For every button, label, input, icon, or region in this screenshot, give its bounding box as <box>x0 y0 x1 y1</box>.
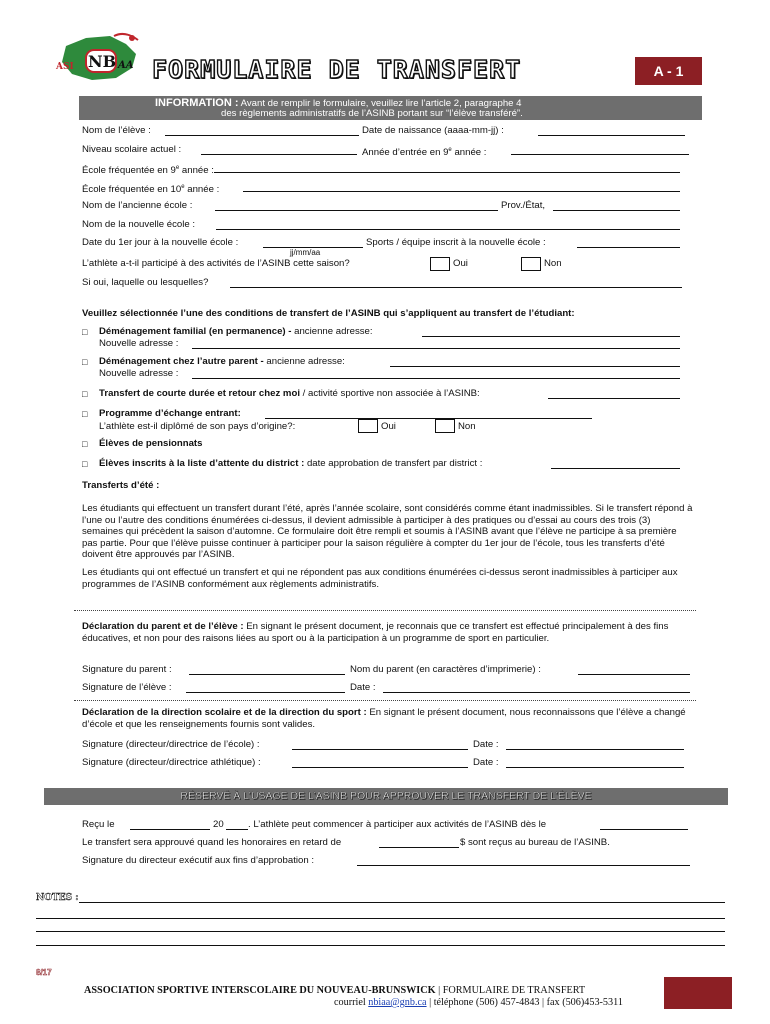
ete-paragraph-2: Les étudiants qui ont effectué un transfert et qui ne répondent pas aux conditions énumérées ci-dessus seront inadmissibles à participer aux programmes de l’ASINB conformément aux règlements administratifs. <box>82 567 678 590</box>
checkbox-condition-pensionnats[interactable]: □ <box>82 439 88 449</box>
label-date-naissance: Date de naissance (aaaa-mm-jj) : <box>362 125 504 136</box>
footer-form: FORMULAIRE DE TRANSFERT <box>442 985 586 996</box>
condition-courte-duree: Transfert de courte durée et retour chez moi / activité sportive non associée à l’ASINB: <box>99 388 480 399</box>
notes-line-1[interactable] <box>79 902 725 903</box>
label-date-directeur-ecole: Date : <box>473 739 499 750</box>
logo <box>52 32 144 86</box>
label-sports-equipe: Sports / équipe inscrit à la nouvelle école : <box>366 237 546 248</box>
condition-autre-parent: Déménagement chez l’autre parent - ancienne adresse: <box>99 356 345 367</box>
checkbox-participe-non[interactable] <box>521 257 541 271</box>
input-honoraires-montant[interactable] <box>379 847 459 848</box>
checkbox-condition-demenagement-familial[interactable]: □ <box>82 327 88 337</box>
logo-right-text: AA <box>118 60 134 71</box>
label-c2-nouvelle-adresse: Nouvelle adresse : <box>99 368 179 379</box>
checkbox-c4-oui[interactable] <box>358 419 378 433</box>
footer-contact: courriel nbiaa@gnb.ca | téléphone (506) 457-4843 | fax (506)453-5311 <box>334 997 623 1008</box>
input-signature-eleve[interactable] <box>186 692 345 693</box>
input-date-naissance[interactable] <box>538 135 685 136</box>
input-c3-activite[interactable] <box>548 398 680 399</box>
notes-line-2[interactable] <box>36 918 725 919</box>
label-date-premier-jour: Date du 1er jour à la nouvelle école : <box>82 237 239 248</box>
declaration-parent: Déclaration du parent et de l’élève : En signant le présent document, je reconnais que ce transfert est effectué principalement à des fins éducatives, et non pour des raisons liées au sport ou à la participation à un programme de sport en particulier. <box>82 621 669 644</box>
label-signature-directeur-athletique: Signature (directeur/directrice athlétique) : <box>82 757 261 768</box>
input-signature-parent[interactable] <box>189 674 345 675</box>
footer-org: ASSOCIATION SPORTIVE INTERSCOLAIRE DU NOUVEAU-BRUNSWICK <box>84 985 436 996</box>
separator-2 <box>74 700 696 701</box>
input-prov-etat[interactable] <box>553 210 680 211</box>
label-nom-eleve: Nom de l’élève : <box>82 125 151 136</box>
input-nom-parent[interactable] <box>578 674 690 675</box>
label-c4-non: Non <box>458 421 476 432</box>
separator-1 <box>74 610 696 611</box>
condition-liste-attente: Élèves inscrits à la liste d’attente du district : date approbation de transfert par district : <box>99 458 483 469</box>
input-recu-annee[interactable] <box>226 829 248 830</box>
input-signature-directeur-ecole[interactable] <box>292 749 468 750</box>
footer-email-link[interactable]: nbiaa@gnb.ca <box>368 997 427 1008</box>
label-c4-oui: Oui <box>381 421 396 432</box>
input-c6-date-approbation[interactable] <box>551 468 680 469</box>
conditions-heading: Veuillez sélectionnée l’une des conditions de transfert de l’ASINB qui s’appliquent au transfert de l’étudiant: <box>82 308 575 319</box>
notes-line-3[interactable] <box>36 931 725 932</box>
label-recu-20: 20 <box>213 819 224 830</box>
input-recu-date-debut[interactable] <box>600 829 688 830</box>
label-date-eleve: Date : <box>350 682 376 693</box>
label-ecole-9: École fréquentée en 9e année : <box>82 165 214 177</box>
information-bar <box>79 96 702 120</box>
reserve-bar <box>44 788 728 805</box>
input-ancienne-ecole[interactable] <box>215 210 498 211</box>
label-ecole-10: École fréquentée en 10e année : <box>82 184 220 196</box>
input-c4-programme[interactable] <box>265 418 592 419</box>
information-line2: des règlements administratifs de l’ASINB portant sur “l’élève transféré”. <box>221 108 523 119</box>
condition-demenagement-familial: Déménagement familial (en permanence) - ancienne adresse: <box>99 326 373 337</box>
ete-heading: Transferts d’été : <box>82 480 160 491</box>
label-laquelle: Si oui, laquelle ou lesquelles? <box>82 277 209 288</box>
input-c2-nouvelle-adresse[interactable] <box>192 378 680 379</box>
label-participe-non: Non <box>544 258 562 269</box>
label-nouvelle-ecole: Nom de la nouvelle école : <box>82 219 196 230</box>
input-c1-ancienne-adresse[interactable] <box>422 336 680 337</box>
label-c4-diplome: L’athlète est-il diplômé de son pays d’origine?: <box>99 421 296 432</box>
input-annee-entree[interactable] <box>511 154 689 155</box>
label-signature-eleve: Signature de l’élève : <box>82 682 172 693</box>
input-signature-directeur-executif[interactable] <box>357 865 690 866</box>
input-c2-ancienne-adresse[interactable] <box>390 366 680 367</box>
footer-org-line: ASSOCIATION SPORTIVE INTERSCOLAIRE DU NOUVEAU-BRUNSWICK | FORMULAIRE DE TRANSFERT <box>84 985 586 996</box>
input-laquelle[interactable] <box>230 287 682 288</box>
checkbox-condition-liste-attente[interactable]: □ <box>82 459 88 469</box>
input-date-eleve[interactable] <box>383 692 690 693</box>
label-signature-directeur-ecole: Signature (directeur/directrice de l’école) : <box>82 739 260 750</box>
footer-corner-block <box>664 977 732 1009</box>
label-ancienne-ecole: Nom de l’ancienne école : <box>82 200 193 211</box>
form-code-badge <box>635 57 702 85</box>
label-recu-le: Reçu le <box>82 819 115 830</box>
label-date-directeur-athletique: Date : <box>473 757 499 768</box>
input-recu-le[interactable] <box>130 829 210 830</box>
checkbox-participe-oui[interactable] <box>430 257 450 271</box>
label-participe-oui: Oui <box>453 258 468 269</box>
checkbox-condition-autre-parent[interactable]: □ <box>82 357 88 367</box>
label-signature-parent: Signature du parent : <box>82 664 172 675</box>
label-c1-nouvelle-adresse: Nouvelle adresse : <box>99 338 179 349</box>
label-prov-etat: Prov./État, <box>501 200 546 211</box>
declaration-direction: Déclaration de la direction scolaire et de la direction du sport : En signant le présent document, nous reconnaissons que l’élève a changé d’école et que les renseignements fournis sont valides. <box>82 707 686 730</box>
label-nom-parent: Nom du parent (en caractères d’imprimerie) : <box>350 664 541 675</box>
form-title: FORMULAIRE DE TRANSFERT <box>152 55 522 84</box>
input-nom-eleve[interactable] <box>165 135 359 136</box>
label-honoraires-a: Le transfert sera approuvé quand les honoraires en retard de <box>82 837 342 848</box>
input-date-directeur-athletique[interactable] <box>506 767 684 768</box>
input-c1-nouvelle-adresse[interactable] <box>192 348 680 349</box>
information-label: INFORMATION : <box>155 97 239 109</box>
input-niveau[interactable] <box>201 154 357 155</box>
information-line1: Avant de remplir le formulaire, veuillez lire l’article 2, paragraphe 4 <box>240 98 522 109</box>
label-honoraires-b: $ sont reçus au bureau de l’ASINB. <box>460 837 610 848</box>
footer-telephone: | téléphone (506) 457-4843 | fax (506)453-5311 <box>429 997 623 1008</box>
notes-line-4[interactable] <box>36 945 725 946</box>
label-signature-directeur-executif: Signature du directeur exécutif aux fins d’approbation : <box>82 855 314 866</box>
checkbox-condition-echange[interactable]: □ <box>82 409 88 419</box>
page-number: 8/17 <box>36 968 52 977</box>
checkbox-c4-non[interactable] <box>435 419 455 433</box>
input-nouvelle-ecole[interactable] <box>216 229 680 230</box>
reserve-bar-text: RÉSERVÉ À L’USAGE DE L’ASINB POUR APPROUVER LE TRANSFERT DE L’ÉLÈVE <box>180 790 592 802</box>
input-ecole-10[interactable] <box>243 191 680 192</box>
input-sports-equipe[interactable] <box>577 247 680 248</box>
logo-badge-text: NB <box>88 52 117 71</box>
checkbox-condition-courte-duree[interactable]: □ <box>82 389 88 399</box>
condition-pensionnats: Élèves de pensionnats <box>99 438 203 449</box>
input-signature-directeur-athletique[interactable] <box>292 767 468 768</box>
hint-jjmmaa: jj/mm/aa <box>290 248 321 257</box>
label-annee-entree: Année d’entrée en 9e année : <box>362 147 487 159</box>
condition-echange: Programme d’échange entrant: <box>99 408 241 419</box>
logo-left-text: ASI <box>56 62 74 72</box>
ete-paragraph-1: Les étudiants qui effectuent un transfert durant l’été, après l’année scolaire, sont considérés comme étant inadmissibles. Si le transfert répond à l’une ou l’autre des conditions énumérées ci-dessus, il devient admissible à participer à des pratiques ou d’essai au cours des trois (3) semaines qui précèdent la saison d’automne. Ce formulaire doit être rempli et soumis à l’ASINB avant que l’élève ne participe à sa première pas partie. Pour que l’élève puisse continuer à participer pour la saison régulière à compter du 1er jour de l’école, tous les transferts d’été doivent être approuvés par l’ASINB. <box>82 503 693 560</box>
form-code-text: A - 1 <box>653 63 684 79</box>
label-niveau: Niveau scolaire actuel : <box>82 144 182 155</box>
input-ecole-9[interactable] <box>214 172 680 173</box>
input-date-directeur-ecole[interactable] <box>506 749 684 750</box>
label-participe-asinb: L’athlète a-t-il participé à des activités de l’ASINB cette saison? <box>82 258 350 269</box>
label-recu-commencer: . L’athlète peut commencer à participer aux activités de l’ASINB dès le <box>248 819 547 830</box>
notes-label: NOTES : <box>36 893 79 903</box>
